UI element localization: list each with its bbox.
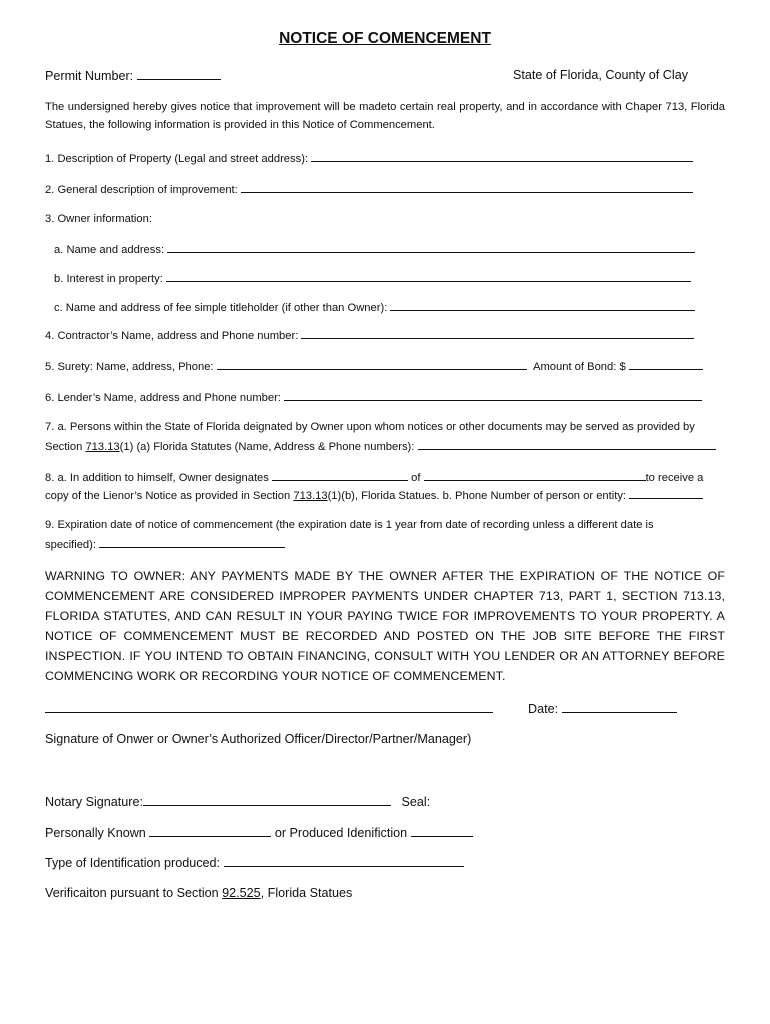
warning-to-owner: WARNING TO OWNER: ANY PAYMENTS MADE BY THE OWNER AFTER THE EXPIRATION OF THE NOTICE OF COMMENCEMENT ARE CONSIDERED IMPROPER PAYMENTS UNDER CHAPTER 713, PART 1, SECTION 713.13, FLORIDA STATUTES, AND CAN RESULT IN YOUR PAYING TWICE FOR IMPROVEMENTS TO YOUR PROPERTY. A NOTICE OF COMMENCEMENT MUST BE RECORDED AND POSTED ON THE JOB SITE BEFORE THE FIRST INSPECTION. IF YOU INTEND TO OBTAIN FINANCING, CONSULT WITH YOU LENDER OR AN ATTORNEY BEFORE COMMENCING WORK OR RECORDING YOUR NOTICE OF COMMENCEMENT. bbox=[45, 569, 725, 683]
id-type-row bbox=[45, 855, 464, 870]
item-3a-row bbox=[54, 241, 695, 257]
owner-signature-row bbox=[45, 701, 493, 716]
verification-prefix: Verificaiton pursuant to Section bbox=[45, 886, 223, 900]
id-type-field[interactable] bbox=[224, 855, 464, 867]
bond-row bbox=[533, 358, 703, 374]
item-7-section-prefix: Section bbox=[45, 441, 86, 453]
designee-name-field[interactable] bbox=[272, 469, 408, 481]
item-8-label: 8. a. In addition to himself, Owner designates bbox=[45, 472, 269, 484]
form-title: NOTICE OF COMENCEMENT bbox=[279, 30, 491, 47]
seal-label: Seal: bbox=[401, 795, 431, 809]
item-6-label: 6. Lender’s Name, address and Phone number: bbox=[45, 392, 281, 404]
interest-in-property-field[interactable] bbox=[166, 270, 691, 282]
personally-known-label: Personally Known bbox=[45, 826, 146, 840]
owner-name-address-field[interactable] bbox=[167, 241, 695, 253]
item-3c-row bbox=[54, 299, 695, 315]
item-3c-label: c. Name and address of fee simple titleholder (if other than Owner): bbox=[54, 302, 388, 314]
item-9-line-2 bbox=[45, 536, 285, 552]
item-3-label: 3. Owner information: bbox=[45, 213, 152, 225]
item-9-line-1: 9. Expiration date of notice of commencement (the expiration date is 1 year from date of recording unless a different date is bbox=[45, 519, 654, 531]
permit-number-field[interactable] bbox=[137, 68, 221, 80]
item-8-of: of bbox=[411, 472, 421, 484]
item-7-section-link[interactable]: 713.13 bbox=[85, 441, 120, 453]
permit-number-label: Permit Number: bbox=[45, 69, 134, 83]
designated-persons-field[interactable] bbox=[418, 438, 716, 450]
date-label: Date: bbox=[528, 702, 559, 716]
item-8-line-2 bbox=[45, 487, 703, 503]
item-8-line-2-suffix: (1)(b), Florida Statues. b. Phone Number of person or entity: bbox=[327, 490, 627, 502]
item-5-row bbox=[45, 358, 527, 374]
item-5-label: 5. Surety: Name, address, Phone: bbox=[45, 361, 214, 373]
titleholder-field[interactable] bbox=[390, 299, 695, 311]
item-3a-label: a. Name and address: bbox=[54, 244, 165, 256]
item-9-specified-label: specified): bbox=[45, 539, 96, 551]
verification-suffix: , Florida Statues bbox=[260, 886, 353, 900]
verification-row bbox=[45, 886, 352, 900]
item-8-line-1 bbox=[45, 469, 703, 485]
personally-known-field[interactable] bbox=[149, 825, 271, 837]
verification-section-link[interactable]: 92.525 bbox=[222, 886, 261, 900]
item-7-section-suffix: (1) (a) Florida Statutes (Name, Address & Phone numbers): bbox=[119, 441, 415, 453]
notary-row bbox=[45, 794, 430, 809]
surety-field[interactable] bbox=[217, 358, 527, 370]
bond-amount-field[interactable] bbox=[629, 358, 703, 370]
property-description-field[interactable] bbox=[311, 150, 693, 162]
signature-caption: Signature of Onwer or Owner’s Authorized Officer/Director/Partner/Manager) bbox=[45, 732, 472, 746]
item-3b-label: b. Interest in property: bbox=[54, 273, 163, 285]
item-4-row bbox=[45, 327, 694, 343]
item-4-label: 4. Contractor’s Name, address and Phone number: bbox=[45, 330, 299, 342]
item-8-line-2-prefix: copy of the Lienor’s Notice as provided in Section bbox=[45, 490, 294, 502]
item-8-section-link[interactable]: 713.13 bbox=[293, 490, 328, 502]
item-1-label: 1. Description of Property (Legal and street address): bbox=[45, 153, 309, 165]
item-3b-row bbox=[54, 270, 691, 286]
date-row bbox=[528, 701, 677, 716]
produced-identification-label: or Produced Idenifiction bbox=[274, 826, 408, 840]
identification-row bbox=[45, 825, 473, 840]
permit-number-row bbox=[45, 68, 221, 83]
item-7-line-2 bbox=[45, 438, 716, 454]
item-6-row bbox=[45, 389, 702, 405]
notary-signature-field[interactable] bbox=[143, 794, 391, 806]
lender-field[interactable] bbox=[284, 389, 702, 401]
expiration-date-field[interactable] bbox=[99, 536, 285, 548]
id-type-label: Type of Identification produced: bbox=[45, 856, 221, 870]
entity-phone-field[interactable] bbox=[629, 487, 703, 499]
notary-label: Notary Signature: bbox=[45, 795, 144, 809]
owner-signature-field[interactable] bbox=[45, 701, 493, 713]
date-field[interactable] bbox=[562, 701, 677, 713]
designee-of-field[interactable] bbox=[424, 469, 646, 481]
item-1-row bbox=[45, 150, 693, 166]
state-county: State of Florida, County of Clay bbox=[513, 68, 688, 82]
item-7-line-1: 7. a. Persons within the State of Florida deignated by Owner upon whom notices or other documents may be served as provided by bbox=[45, 421, 695, 433]
item-2-row bbox=[45, 181, 693, 197]
bond-label: Amount of Bond: $ bbox=[533, 361, 626, 373]
item-8-receive: to receive a bbox=[645, 472, 704, 484]
improvement-description-field[interactable] bbox=[241, 181, 693, 193]
item-2-label: 2. General description of improvement: bbox=[45, 184, 238, 196]
intro-paragraph: The undersigned hereby gives notice that improvement will be madeto certain real property, and in accordance with Chaper 713, Florida Statues, the following information is provided in this Notice of Commencement. bbox=[45, 101, 725, 131]
produced-identification-field[interactable] bbox=[411, 825, 473, 837]
contractor-field[interactable] bbox=[301, 327, 694, 339]
